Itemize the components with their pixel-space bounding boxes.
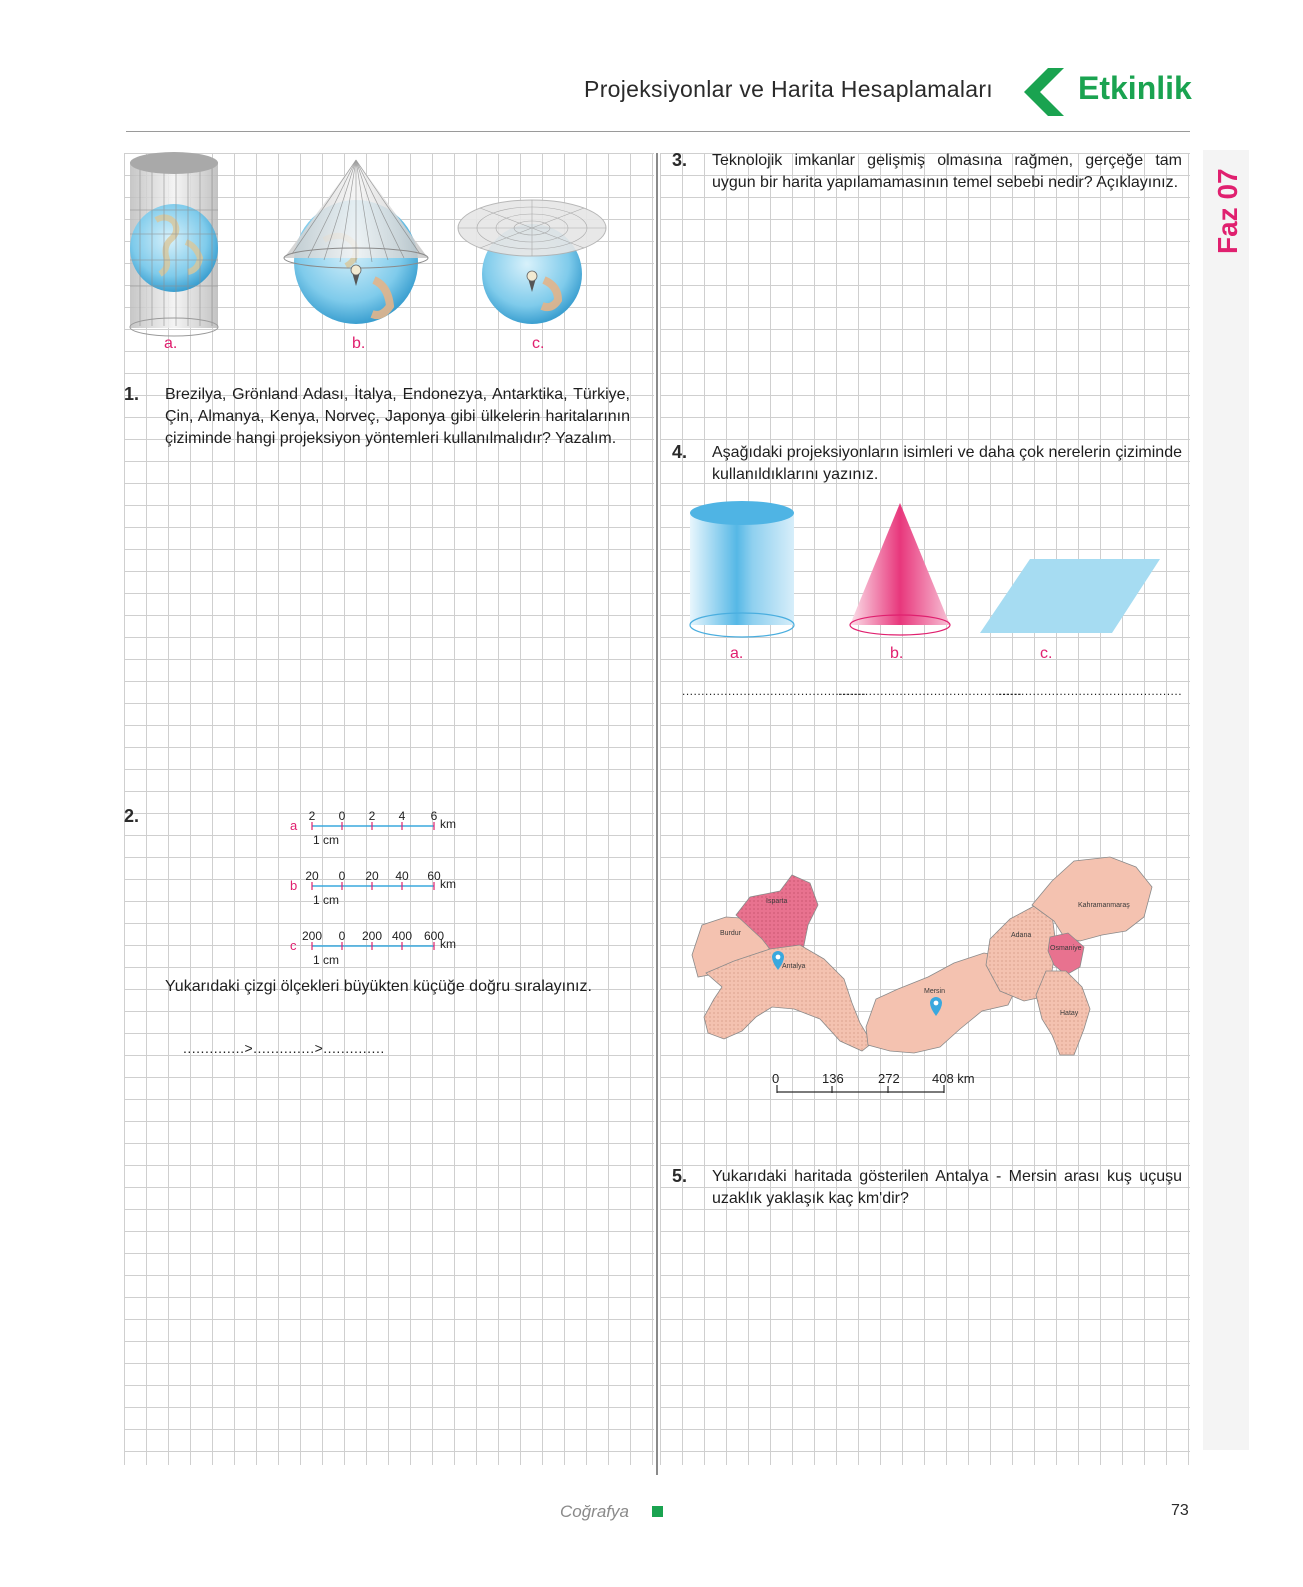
- map-label-burdur: Burdur: [720, 930, 742, 937]
- projection-illustrations: [124, 150, 654, 340]
- scale-unit: km: [440, 877, 456, 891]
- projection-label-a: a.: [164, 335, 178, 352]
- scale-tick-label: 0: [338, 869, 346, 883]
- scale-tick-label: 20: [305, 869, 319, 883]
- side-band: [1203, 150, 1249, 1450]
- question-3-text: Teknolojik imkanlar gelişmiş olmasına rağmen, gerçeğe tam uygun bir harita yapılamamasının temel sebebi nedir? Açıklayınız.: [712, 152, 1182, 191]
- shape-answer-blank-c[interactable]: ................................................: [998, 684, 1183, 698]
- scale-tick-label: 4: [398, 809, 406, 823]
- conic-projection-illustration: [284, 160, 428, 324]
- map-scale-bar: [772, 1071, 975, 1093]
- section-title: Etkinlik: [1078, 70, 1192, 106]
- line-scales: [286, 808, 486, 968]
- azimuthal-projection-illustration: [458, 200, 606, 324]
- chevron-left-icon: [1022, 68, 1066, 116]
- cylindrical-projection-illustration: [130, 152, 218, 336]
- scale-tick-label: 600: [423, 929, 445, 943]
- scale-unit: km: [440, 937, 456, 951]
- scale-tick-label: 40: [395, 869, 409, 883]
- question-3-number: 3.: [672, 150, 688, 170]
- scale-label: b: [290, 878, 298, 893]
- map-label-antalya: Antalya: [782, 963, 806, 970]
- map-label-osmaniye: Osmaniye: [1050, 945, 1082, 952]
- side-tab-label: Faz 07: [1212, 168, 1243, 254]
- cone-shape: [850, 503, 950, 635]
- question-1-text: Brezilya, Grönland Adası, İtalya, Endonezya, Antarktika, Türkiye, Çin, Almanya, Kenya, Norveç, Japonya gibi ülkelerin haritalarının çiziminde hangi projeksiyon yöntemleri kullanılmalıdır? Yazalım.: [165, 386, 630, 447]
- question-4-text: Aşağıdaki projeksiyonların isimleri ve daha çok nerelerin çiziminde kullanıldıklarını yazınız.: [712, 444, 1182, 483]
- scale-tick-label: 60: [427, 869, 441, 883]
- question-2-number: 2.: [124, 806, 140, 826]
- question-2-text: Yukarıdaki çizgi ölçekleri büyükten küçüğe doğru sıralayınız.: [165, 978, 592, 995]
- shape-label-a: a.: [730, 645, 744, 662]
- shape-label-c: c.: [1040, 645, 1053, 662]
- scale-tick-label: 0: [338, 809, 346, 823]
- scale-tick-label: 20: [365, 869, 379, 883]
- shape-label-b: b.: [890, 645, 904, 662]
- scale-segment-length: 1 cm: [313, 953, 340, 967]
- scale-segment-length: 1 cm: [313, 893, 340, 907]
- footer-subject: Coğrafya: [560, 1502, 629, 1521]
- map-scale-tick-408: 408 km: [932, 1071, 975, 1086]
- footer-square-icon: [652, 1506, 663, 1517]
- map-scale-tick-0: 0: [772, 1071, 780, 1086]
- projection-shapes: [680, 495, 1190, 645]
- question-5-number: 5.: [672, 1166, 688, 1186]
- scale-label: c: [290, 938, 297, 953]
- cylinder-shape: [690, 501, 794, 637]
- header-rule: [126, 131, 1190, 132]
- projection-label-b: b.: [352, 335, 366, 352]
- map-label-adana: Adana: [1011, 932, 1032, 939]
- scale-unit: km: [440, 817, 456, 831]
- question-4-number: 4.: [672, 442, 688, 462]
- map-scale-tick-272: 272: [878, 1071, 900, 1086]
- map-label-hatay: Hatay: [1060, 1010, 1079, 1017]
- province-map: [680, 855, 1180, 1105]
- question-1-number: 1.: [124, 384, 140, 404]
- projection-label-c: c.: [532, 335, 545, 352]
- plane-shape: [980, 559, 1160, 633]
- right-answer-grid: [660, 153, 1190, 1465]
- scale-tick-label: 200: [361, 929, 383, 943]
- scale-segment-length: 1 cm: [313, 833, 340, 847]
- question-2-answer-blank[interactable]: ..............>..............>..............: [183, 1040, 385, 1056]
- scale-tick-label: 2: [308, 809, 316, 823]
- scale-tick-label: 400: [391, 929, 413, 943]
- page-number: 73: [1171, 1502, 1189, 1519]
- scale-tick-label: 0: [338, 929, 346, 943]
- map-scale-tick-136: 136: [822, 1071, 844, 1086]
- map-label-mersin: Mersin: [924, 988, 946, 995]
- scale-tick-label: 6: [430, 809, 438, 823]
- map-label-kahramanmaras: Kahramanmaraş: [1078, 902, 1130, 909]
- page-header-title: Projeksiyonlar ve Harita Hesaplamaları: [584, 76, 993, 102]
- column-divider: [656, 153, 658, 1475]
- shape-answer-blank-b[interactable]: ................................................: [838, 684, 1023, 698]
- side-tab: [1203, 150, 1249, 260]
- question-5-text: Yukarıdaki haritada gösterilen Antalya - Mersin arası kuş uçuşu uzaklık yaklaşık kaç km'dir?: [712, 1168, 1182, 1207]
- scale-tick-label: 200: [301, 929, 323, 943]
- map-label-isparta: Isparta: [766, 898, 788, 905]
- scale-label: a: [290, 818, 298, 833]
- shape-answer-blank-a[interactable]: ................................................: [682, 684, 867, 698]
- scale-tick-label: 2: [368, 809, 376, 823]
